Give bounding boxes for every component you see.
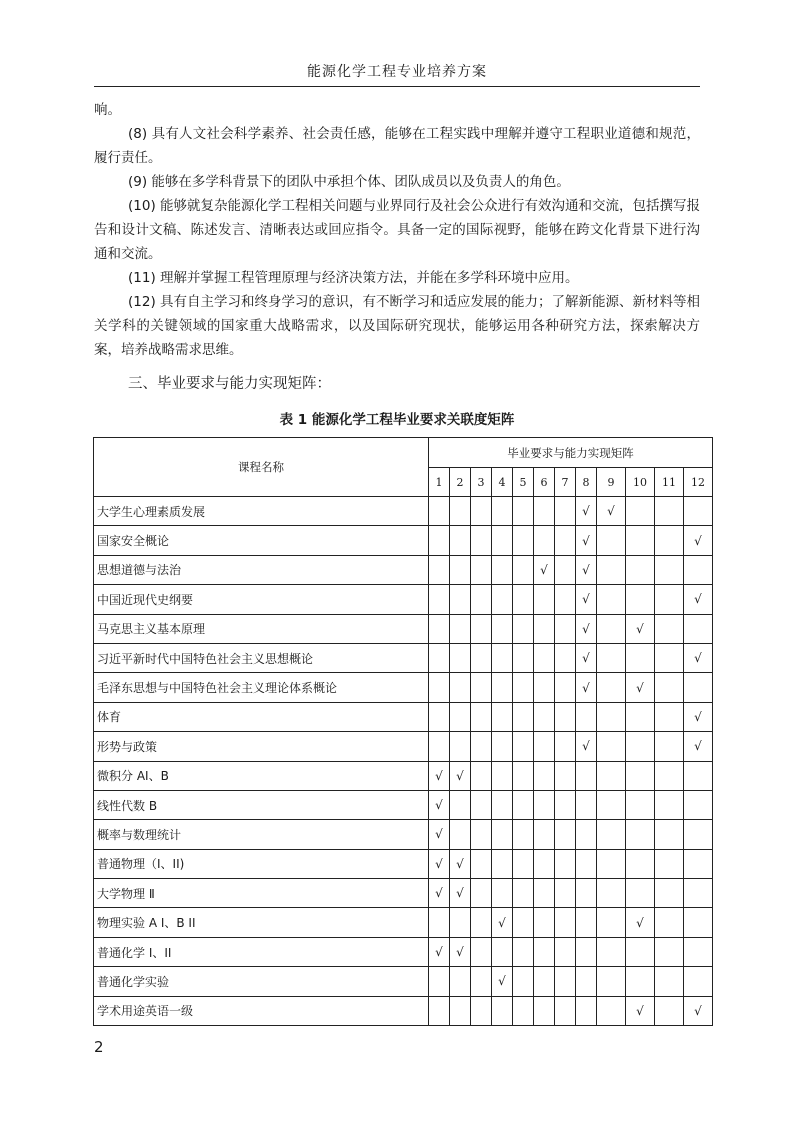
empty-cell xyxy=(513,908,534,937)
empty-cell xyxy=(513,879,534,908)
paragraph: 响。 xyxy=(94,102,121,118)
empty-cell xyxy=(450,908,471,937)
empty-cell xyxy=(626,497,655,526)
empty-cell xyxy=(471,967,492,996)
empty-cell xyxy=(576,761,597,790)
requirement-number: 6 xyxy=(534,468,555,497)
empty-cell xyxy=(492,702,513,731)
empty-cell xyxy=(492,937,513,966)
empty-cell xyxy=(471,849,492,878)
empty-cell xyxy=(534,761,555,790)
empty-cell xyxy=(492,849,513,878)
empty-cell xyxy=(576,702,597,731)
empty-cell xyxy=(597,702,626,731)
empty-cell xyxy=(513,555,534,584)
empty-cell xyxy=(684,497,713,526)
empty-cell xyxy=(450,497,471,526)
empty-cell xyxy=(513,820,534,849)
requirements-matrix xyxy=(93,437,713,1026)
empty-cell xyxy=(492,761,513,790)
empty-cell xyxy=(492,790,513,819)
paragraph: (9) 能够在多学科背景下的团队中承担个体、团队成员以及负责人的角色。 xyxy=(128,174,570,190)
empty-cell xyxy=(534,849,555,878)
empty-cell xyxy=(576,879,597,908)
empty-cell xyxy=(655,614,684,643)
empty-cell xyxy=(471,820,492,849)
empty-cell xyxy=(513,702,534,731)
requirement-number: 4 xyxy=(492,468,513,497)
empty-cell xyxy=(471,761,492,790)
check-mark: √ xyxy=(450,937,471,966)
check-mark: √ xyxy=(597,497,626,526)
table-row xyxy=(94,879,713,908)
empty-cell xyxy=(555,526,576,555)
empty-cell xyxy=(684,908,713,937)
empty-cell xyxy=(576,790,597,819)
empty-cell xyxy=(626,555,655,584)
check-mark: √ xyxy=(684,732,713,761)
empty-cell xyxy=(450,555,471,584)
check-mark: √ xyxy=(684,643,713,672)
paragraph: (12) 具有自主学习和终身学习的意识，有不断学习和适应发展的能力；了解新能源、新材料等相关学科的关键领域的国家重大战略需求，以及国际研究现状，能够运用各种研究方法，探索解决方案，培养战略需求思维。 xyxy=(94,294,701,358)
empty-cell xyxy=(513,526,534,555)
empty-cell xyxy=(684,849,713,878)
empty-cell xyxy=(450,673,471,702)
empty-cell xyxy=(450,732,471,761)
empty-cell xyxy=(655,790,684,819)
empty-cell xyxy=(655,879,684,908)
empty-cell xyxy=(429,967,450,996)
empty-cell xyxy=(450,526,471,555)
course-name: 学术用途英语一级 xyxy=(94,996,429,1025)
empty-cell xyxy=(429,614,450,643)
section-title: 三、毕业要求与能力实现矩阵： xyxy=(128,376,331,392)
empty-cell xyxy=(597,849,626,878)
empty-cell xyxy=(626,967,655,996)
table-row xyxy=(94,702,713,731)
course-name-header: 课程名称 xyxy=(94,438,429,497)
empty-cell xyxy=(555,967,576,996)
check-mark: √ xyxy=(450,761,471,790)
empty-cell xyxy=(534,820,555,849)
empty-cell xyxy=(534,996,555,1025)
requirement-number: 8 xyxy=(576,468,597,497)
requirement-number: 10 xyxy=(626,468,655,497)
empty-cell xyxy=(534,585,555,614)
requirement-number: 11 xyxy=(655,468,684,497)
table-row xyxy=(94,908,713,937)
course-name: 线性代数 B xyxy=(94,790,429,819)
empty-cell xyxy=(534,526,555,555)
empty-cell xyxy=(513,761,534,790)
empty-cell xyxy=(555,820,576,849)
empty-cell xyxy=(597,555,626,584)
empty-cell xyxy=(450,702,471,731)
empty-cell xyxy=(626,702,655,731)
empty-cell xyxy=(655,497,684,526)
table-row xyxy=(94,732,713,761)
empty-cell xyxy=(429,996,450,1025)
empty-cell xyxy=(655,937,684,966)
empty-cell xyxy=(626,585,655,614)
check-mark: √ xyxy=(576,673,597,702)
empty-cell xyxy=(555,555,576,584)
empty-cell xyxy=(471,643,492,672)
table-row xyxy=(94,996,713,1025)
paragraph: (8) 具有人文社会科学素养、社会责任感，能够在工程实践中理解并遵守工程职业道德和规范，履行责任。 xyxy=(94,126,700,166)
empty-cell xyxy=(576,937,597,966)
empty-cell xyxy=(555,908,576,937)
course-name: 普通化学实验 xyxy=(94,967,429,996)
check-mark: √ xyxy=(576,732,597,761)
empty-cell xyxy=(597,790,626,819)
empty-cell xyxy=(555,879,576,908)
check-mark: √ xyxy=(429,879,450,908)
requirements-group-header: 毕业要求与能力实现矩阵 xyxy=(429,438,713,468)
check-mark: √ xyxy=(429,820,450,849)
empty-cell xyxy=(471,614,492,643)
empty-cell xyxy=(429,555,450,584)
table-row xyxy=(94,937,713,966)
empty-cell xyxy=(655,820,684,849)
check-mark: √ xyxy=(576,585,597,614)
empty-cell xyxy=(471,673,492,702)
empty-cell xyxy=(626,643,655,672)
empty-cell xyxy=(513,996,534,1025)
empty-cell xyxy=(655,761,684,790)
page-number: 2 xyxy=(94,1038,104,1056)
empty-cell xyxy=(655,849,684,878)
empty-cell xyxy=(513,937,534,966)
check-mark: √ xyxy=(450,879,471,908)
empty-cell xyxy=(534,790,555,819)
check-mark: √ xyxy=(450,849,471,878)
empty-cell xyxy=(429,497,450,526)
course-name: 中国近现代史纲要 xyxy=(94,585,429,614)
empty-cell xyxy=(534,908,555,937)
empty-cell xyxy=(597,937,626,966)
empty-cell xyxy=(492,614,513,643)
empty-cell xyxy=(655,526,684,555)
check-mark: √ xyxy=(684,585,713,614)
empty-cell xyxy=(555,849,576,878)
empty-cell xyxy=(576,996,597,1025)
empty-cell xyxy=(655,967,684,996)
empty-cell xyxy=(471,555,492,584)
course-name: 普通物理（I、II) xyxy=(94,849,429,878)
empty-cell xyxy=(534,614,555,643)
check-mark: √ xyxy=(626,673,655,702)
check-mark: √ xyxy=(429,761,450,790)
course-name: 思想道德与法治 xyxy=(94,555,429,584)
table-row xyxy=(94,967,713,996)
course-name: 体育 xyxy=(94,702,429,731)
table-row xyxy=(94,790,713,819)
empty-cell xyxy=(471,996,492,1025)
check-mark: √ xyxy=(429,849,450,878)
empty-cell xyxy=(626,879,655,908)
table-row xyxy=(94,614,713,643)
empty-cell xyxy=(534,732,555,761)
empty-cell xyxy=(655,585,684,614)
course-name: 马克思主义基本原理 xyxy=(94,614,429,643)
empty-cell xyxy=(576,849,597,878)
empty-cell xyxy=(471,908,492,937)
empty-cell xyxy=(597,643,626,672)
table-row xyxy=(94,497,713,526)
empty-cell xyxy=(684,614,713,643)
check-mark: √ xyxy=(429,937,450,966)
empty-cell xyxy=(429,908,450,937)
paragraph: (11) 理解并掌握工程管理原理与经济决策方法，并能在多学科环境中应用。 xyxy=(128,270,579,286)
empty-cell xyxy=(534,937,555,966)
empty-cell xyxy=(555,614,576,643)
empty-cell xyxy=(597,673,626,702)
empty-cell xyxy=(655,732,684,761)
empty-cell xyxy=(576,967,597,996)
empty-cell xyxy=(655,908,684,937)
running-header: 能源化学工程专业培养方案 xyxy=(307,64,487,80)
empty-cell xyxy=(471,879,492,908)
empty-cell xyxy=(684,673,713,702)
requirement-number: 12 xyxy=(684,468,713,497)
check-mark: √ xyxy=(684,526,713,555)
empty-cell xyxy=(492,526,513,555)
empty-cell xyxy=(655,643,684,672)
empty-cell xyxy=(513,614,534,643)
empty-cell xyxy=(513,585,534,614)
check-mark: √ xyxy=(626,908,655,937)
empty-cell xyxy=(576,820,597,849)
empty-cell xyxy=(597,761,626,790)
empty-cell xyxy=(492,732,513,761)
empty-cell xyxy=(492,820,513,849)
empty-cell xyxy=(534,673,555,702)
empty-cell xyxy=(626,732,655,761)
empty-cell xyxy=(429,643,450,672)
empty-cell xyxy=(655,555,684,584)
table-row xyxy=(94,820,713,849)
table-row xyxy=(94,673,713,702)
empty-cell xyxy=(513,790,534,819)
empty-cell xyxy=(429,732,450,761)
check-mark: √ xyxy=(576,643,597,672)
empty-cell xyxy=(513,673,534,702)
empty-cell xyxy=(655,702,684,731)
empty-cell xyxy=(626,937,655,966)
course-name: 大学物理 Ⅱ xyxy=(94,879,429,908)
empty-cell xyxy=(450,790,471,819)
check-mark: √ xyxy=(626,614,655,643)
empty-cell xyxy=(684,820,713,849)
empty-cell xyxy=(450,996,471,1025)
empty-cell xyxy=(492,673,513,702)
empty-cell xyxy=(513,967,534,996)
empty-cell xyxy=(450,585,471,614)
empty-cell xyxy=(626,526,655,555)
empty-cell xyxy=(655,996,684,1025)
empty-cell xyxy=(450,967,471,996)
check-mark: √ xyxy=(429,790,450,819)
empty-cell xyxy=(555,790,576,819)
course-name: 微积分 AI、B xyxy=(94,761,429,790)
empty-cell xyxy=(597,967,626,996)
empty-cell xyxy=(534,879,555,908)
empty-cell xyxy=(492,643,513,672)
empty-cell xyxy=(534,702,555,731)
empty-cell xyxy=(555,761,576,790)
empty-cell xyxy=(471,732,492,761)
empty-cell xyxy=(626,790,655,819)
empty-cell xyxy=(534,643,555,672)
table-row xyxy=(94,761,713,790)
paragraph: (10) 能够就复杂能源化学工程相关问题与业界同行及社会公众进行有效沟通和交流，包括撰写报告和设计文稿、陈述发言、清晰表达或回应指令。具备一定的国际视野，能够在跨文化背景下进行沟通和交流。 xyxy=(94,198,701,262)
check-mark: √ xyxy=(576,614,597,643)
header-rule xyxy=(94,86,700,87)
empty-cell xyxy=(555,702,576,731)
empty-cell xyxy=(471,585,492,614)
empty-cell xyxy=(555,673,576,702)
empty-cell xyxy=(471,497,492,526)
body-text xyxy=(94,98,700,362)
course-name: 普通化学 I、II xyxy=(94,937,429,966)
requirement-number: 7 xyxy=(555,468,576,497)
empty-cell xyxy=(471,937,492,966)
empty-cell xyxy=(597,585,626,614)
empty-cell xyxy=(513,849,534,878)
empty-cell xyxy=(492,879,513,908)
empty-cell xyxy=(597,614,626,643)
requirement-number: 9 xyxy=(597,468,626,497)
requirement-number: 5 xyxy=(513,468,534,497)
check-mark: √ xyxy=(492,908,513,937)
empty-cell xyxy=(597,732,626,761)
requirement-number: 2 xyxy=(450,468,471,497)
check-mark: √ xyxy=(576,555,597,584)
empty-cell xyxy=(534,967,555,996)
empty-cell xyxy=(492,497,513,526)
check-mark: √ xyxy=(576,497,597,526)
check-mark: √ xyxy=(576,526,597,555)
course-name: 形势与政策 xyxy=(94,732,429,761)
course-name: 毛泽东思想与中国特色社会主义理论体系概论 xyxy=(94,673,429,702)
empty-cell xyxy=(492,996,513,1025)
empty-cell xyxy=(626,761,655,790)
course-name: 习近平新时代中国特色社会主义思想概论 xyxy=(94,643,429,672)
empty-cell xyxy=(429,673,450,702)
empty-cell xyxy=(471,526,492,555)
table-row xyxy=(94,555,713,584)
empty-cell xyxy=(684,790,713,819)
empty-cell xyxy=(626,849,655,878)
empty-cell xyxy=(450,820,471,849)
table-row xyxy=(94,585,713,614)
empty-cell xyxy=(597,908,626,937)
empty-cell xyxy=(429,526,450,555)
check-mark: √ xyxy=(684,702,713,731)
empty-cell xyxy=(684,761,713,790)
empty-cell xyxy=(555,497,576,526)
check-mark: √ xyxy=(534,555,555,584)
table-row xyxy=(94,849,713,878)
empty-cell xyxy=(492,555,513,584)
course-name: 国家安全概论 xyxy=(94,526,429,555)
empty-cell xyxy=(684,967,713,996)
empty-cell xyxy=(471,790,492,819)
empty-cell xyxy=(471,702,492,731)
empty-cell xyxy=(576,908,597,937)
empty-cell xyxy=(450,614,471,643)
empty-cell xyxy=(684,879,713,908)
empty-cell xyxy=(429,702,450,731)
empty-cell xyxy=(655,673,684,702)
empty-cell xyxy=(597,820,626,849)
empty-cell xyxy=(450,643,471,672)
empty-cell xyxy=(513,732,534,761)
empty-cell xyxy=(597,526,626,555)
check-mark: √ xyxy=(684,996,713,1025)
check-mark: √ xyxy=(492,967,513,996)
empty-cell xyxy=(534,497,555,526)
empty-cell xyxy=(597,996,626,1025)
empty-cell xyxy=(555,937,576,966)
empty-cell xyxy=(429,585,450,614)
empty-cell xyxy=(626,820,655,849)
table-row xyxy=(94,526,713,555)
requirement-number: 1 xyxy=(429,468,450,497)
empty-cell xyxy=(492,585,513,614)
empty-cell xyxy=(684,555,713,584)
empty-cell xyxy=(684,937,713,966)
empty-cell xyxy=(555,585,576,614)
table-caption: 表 1 能源化学工程毕业要求关联度矩阵 xyxy=(279,412,515,428)
empty-cell xyxy=(555,732,576,761)
empty-cell xyxy=(555,996,576,1025)
course-name: 大学生心理素质发展 xyxy=(94,497,429,526)
empty-cell xyxy=(513,497,534,526)
table-row xyxy=(94,643,713,672)
check-mark: √ xyxy=(626,996,655,1025)
course-name: 物理实验 A I、B II xyxy=(94,908,429,937)
empty-cell xyxy=(597,879,626,908)
empty-cell xyxy=(513,643,534,672)
empty-cell xyxy=(555,643,576,672)
course-name: 概率与数理统计 xyxy=(94,820,429,849)
requirement-number: 3 xyxy=(471,468,492,497)
table-header-row xyxy=(94,438,713,468)
